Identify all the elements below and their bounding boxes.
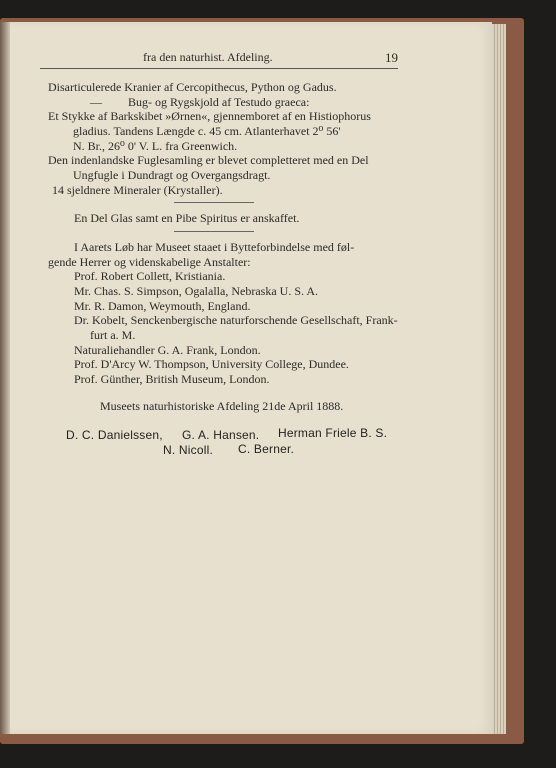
section-rule — [174, 202, 254, 203]
page-gutter — [0, 22, 10, 734]
text-line: gende Herrer og videnskabelige Anstalter: — [48, 255, 251, 269]
text-line: Mr. R. Damon, Weymouth, England. — [74, 299, 251, 313]
text-line: Mr. Chas. S. Simpson, Ogalalla, Nebraska U. S. A. — [74, 284, 318, 298]
text-line: Disarticulerede Kranier af Cercopithecus, Python og Gadus. — [48, 80, 337, 94]
page-number: 19 — [385, 50, 398, 65]
signature: C. Berner. — [238, 442, 295, 456]
running-header — [40, 50, 398, 69]
text-line: furt a. M. — [90, 328, 136, 342]
signature: D. C. Danielssen, — [66, 428, 163, 442]
text-line: Naturaliehandler G. A. Frank, London. — [74, 343, 261, 357]
signature: N. Nicoll. — [163, 443, 214, 457]
text-line: Dr. Kobelt, Senckenbergische naturforschende Gesellschaft, Frank- — [74, 313, 398, 327]
section-rule — [174, 231, 254, 232]
signature: Herman Friele B. S. — [278, 426, 388, 440]
text-line: Prof. Robert Collett, Kristiania. — [74, 269, 226, 283]
text-line: Prof. D'Arcy W. Thompson, University College, Dundee. — [74, 357, 349, 371]
text-line: Et Stykke af Barkskibet »Ørnen«, gjennemboret af en Histiophorus — [48, 109, 371, 123]
text-line: Ungfugle i Dundragt og Overgangsdragt. — [73, 168, 271, 182]
text-line: gladius. Tandens Længde c. 45 cm. Atlanterhavet 2⁰ 56' — [73, 124, 341, 138]
text-line: I Aarets Løb har Museet staaet i Bytteforbindelse med føl- — [74, 240, 355, 254]
text-line: Bug- og Rygskjold af Testudo graeca: — [128, 95, 310, 109]
signature: G. A. Hansen. — [182, 428, 260, 442]
text-line: N. Br., 26⁰ 0' V. L. fra Greenwich. — [73, 139, 238, 153]
text-line: Prof. Günther, British Museum, London. — [74, 372, 270, 386]
text-line: Den indenlandske Fuglesamling er blevet completteret med en Del — [48, 153, 369, 167]
text-line: En Del Glas samt en Pibe Spiritus er anskaffet. — [74, 211, 300, 225]
ditto-dash: — — [90, 95, 102, 109]
text-line: 14 sjeldnere Mineraler (Krystaller). — [52, 183, 223, 197]
running-title: fra den naturhist. Afdeling. — [143, 50, 273, 64]
dateline: Museets naturhistoriske Afdeling 21de April 1888. — [100, 399, 344, 413]
